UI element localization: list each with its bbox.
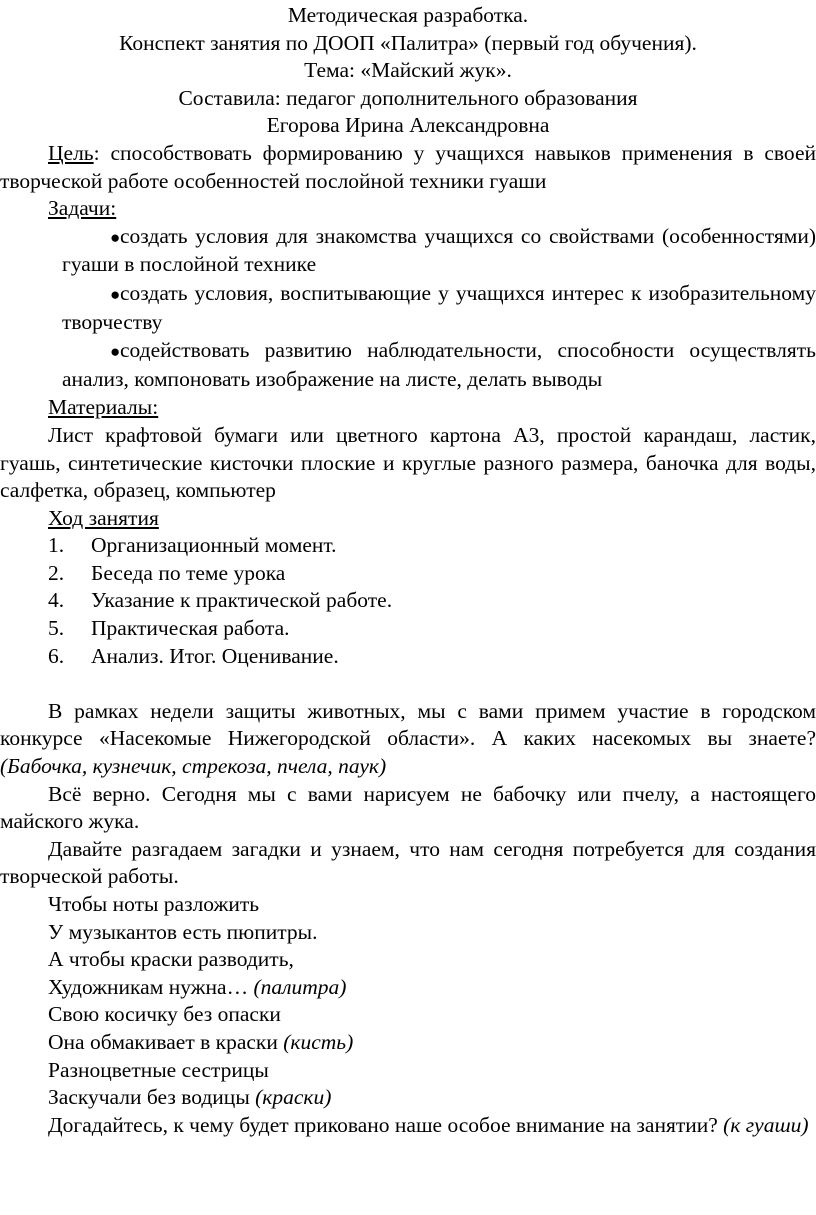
blank-line <box>0 670 816 698</box>
bullet-icon: ● <box>110 342 121 362</box>
doc-topic: Тема: «Майский жук». <box>304 58 512 83</box>
riddle-text: Она обмакивает в краски <box>48 1029 284 1054</box>
doc-subtitle: Конспект занятия по ДООП «Палитра» (первый год обучения). <box>119 30 697 55</box>
riddle-answer: (краски) <box>255 1085 332 1110</box>
riddle-line: Чтобы ноты разложить <box>48 892 260 916</box>
list-item <box>0 560 816 588</box>
task-text: создать условия, воспитывающие у учащихся интерес к изобразительному творчеству <box>62 280 816 334</box>
riddle-line: У музыкантов есть пюпитры. <box>48 919 318 944</box>
item-text: Практическая работа. <box>91 616 290 641</box>
materials-text: Лист крафтовой бумаги или цветного картона А3, простой карандаш, ластик, гуашь, синтетические кисточки плоские и круглые разного размера, баночка для воды, салфетка, образец, компьютер <box>0 422 816 503</box>
item-number: 1. <box>48 533 65 558</box>
item-number: 6. <box>48 643 65 668</box>
task-text: содействовать развитию наблюдательности, способности осуществлять анализ, компоновать изображение на листе, делать выводы <box>62 338 816 391</box>
goal-text: : способствовать формированию у учащихся навыков применения в своей творческой работе особенностей послойной техники гуаши <box>0 140 816 193</box>
item-text: Указание к практической работе. <box>91 588 393 613</box>
bullet-icon: ● <box>110 227 121 247</box>
list-item <box>0 643 816 671</box>
item-number: 4. <box>48 588 65 613</box>
item-number: 5. <box>48 616 65 641</box>
list-item <box>0 587 816 615</box>
confirm-paragraph: Всё верно. Сегодня мы с вами нарисуем не бабочку или пчелу, а настоящего майского жука. <box>0 781 816 834</box>
riddle-line <box>48 1029 816 1057</box>
riddle-text: Заскучали без водицы <box>48 1085 256 1110</box>
item-text: Беседа по теме урока <box>91 560 286 585</box>
doc-title: Методическая разработка. <box>287 3 529 27</box>
materials-heading: Материалы: <box>48 395 159 420</box>
item-number: 2. <box>48 560 65 585</box>
intro-paragraph <box>0 698 816 781</box>
final-answer: (к гуаши) <box>723 1112 809 1137</box>
doc-author-name: Егорова Ирина Александровна <box>266 113 550 138</box>
goal-label: Цель <box>48 140 94 165</box>
item-text: Организационный момент. <box>91 533 337 558</box>
riddles-intro-paragraph: Давайте разгадаем загадки и узнаем, что нам сегодня потребуется для создания творческой работы. <box>0 836 816 889</box>
tasks-heading: Задачи: <box>48 196 117 221</box>
riddle-answer: (кисть) <box>283 1029 354 1054</box>
tasks-list <box>0 223 816 395</box>
item-text: Анализ. Итог. Оценивание. <box>91 643 339 668</box>
riddle-line <box>48 1084 816 1112</box>
intro-answer: (Бабочка, кузнечик, стрекоза, пчела, паук) <box>0 754 387 779</box>
list-item <box>62 337 816 394</box>
riddle-text: Художникам нужна… <box>48 974 254 999</box>
riddle-line <box>48 974 816 1002</box>
list-item <box>0 532 816 560</box>
task-text: создать условия для знакомства учащихся со свойствами (особенностями) гуаши в послойной технике <box>62 223 816 277</box>
riddle-line: Разноцветные сестрицы <box>48 1057 269 1082</box>
riddle-line: А чтобы краски разводить, <box>48 947 294 972</box>
final-question-text: Догадайтесь, к чему будет приковано наше особое внимание на занятии? <box>48 1112 724 1137</box>
intro-text: В рамках недели защиты животных, мы с вами примем участие в городском конкурсе «Насекомые Нижегородской области». А каких насекомых вы знаете? <box>0 698 816 751</box>
bullet-icon: ● <box>110 284 121 304</box>
goal-paragraph <box>0 140 816 195</box>
riddle-line: Свою косичку без опаски <box>48 1002 281 1027</box>
doc-author-role: Составила: педагог дополнительного образования <box>178 85 638 110</box>
list-item <box>62 223 816 280</box>
course-list <box>0 532 816 670</box>
list-item <box>0 615 816 643</box>
final-question-paragraph <box>0 1112 816 1140</box>
riddle-answer: (палитра) <box>253 974 347 999</box>
course-heading: Ход занятия <box>48 505 159 530</box>
list-item <box>62 280 816 337</box>
